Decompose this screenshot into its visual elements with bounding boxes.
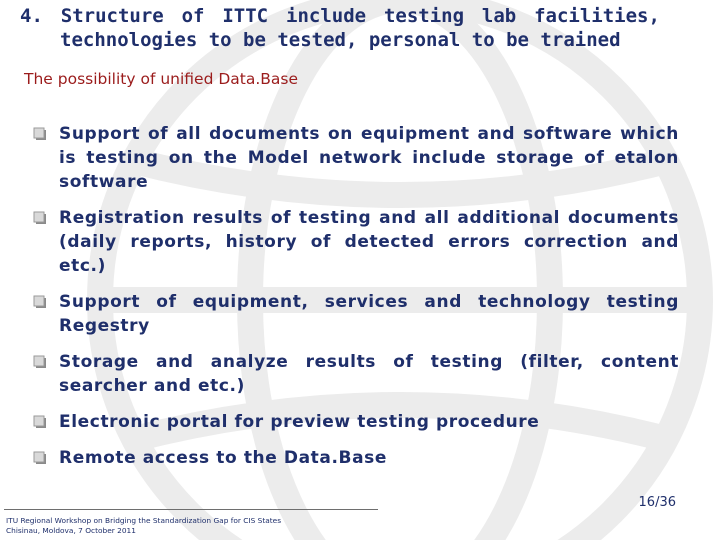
title-word: facilities, — [534, 5, 660, 27]
bullet-square-icon — [33, 355, 47, 369]
bullet-item — [33, 206, 679, 278]
title-line-2: technologies to be tested, personal to be trained — [60, 29, 621, 51]
bullet-text: Support of all documents on equipment and software which is testing on the Model network include storage of etalon software — [59, 124, 679, 192]
bullet-item — [33, 446, 679, 470]
footer — [6, 516, 281, 536]
bullet-square-icon — [33, 295, 47, 309]
title-number: 4. — [20, 5, 43, 27]
bullet-item — [33, 290, 679, 338]
bullet-text: Remote access to the Data.Base — [59, 448, 388, 468]
title-line-1 — [20, 4, 660, 28]
slide-subtitle: The possibility of unified Data.Base — [24, 70, 299, 88]
bullet-square-icon — [33, 127, 47, 141]
footer-line-1: ITU Regional Workshop on Bridging the Standardization Gap for CIS States — [6, 516, 282, 525]
bullet-list — [33, 122, 679, 470]
bullet-item — [33, 350, 679, 398]
page-number: 16/36 — [638, 495, 676, 510]
title-word: include — [286, 5, 367, 27]
footer-divider — [4, 509, 378, 510]
bullet-square-icon — [33, 415, 47, 429]
bullet-text: Storage and analyze results of testing (filter, content searcher and etc.) — [59, 352, 679, 396]
title-word: testing — [383, 5, 465, 27]
title-word: Structure — [60, 5, 164, 27]
bullet-square-icon — [33, 211, 47, 225]
bullet-item — [33, 122, 679, 194]
title-word: ITTC — [222, 5, 269, 27]
bullet-item — [33, 410, 679, 434]
slide-title — [20, 4, 660, 52]
footer-line-2: Chisinau, Moldova, 7 October 2011 — [6, 526, 136, 535]
bullet-text: Registration results of testing and all additional documents (daily reports, history of detected errors correction and etc.) — [59, 208, 679, 276]
bullet-text: Electronic portal for preview testing procedure — [59, 412, 540, 432]
title-word: lab — [481, 5, 517, 27]
bullet-text: Support of equipment, services and technology testing Regestry — [59, 292, 679, 336]
bullet-square-icon — [33, 451, 47, 465]
title-word: of — [181, 5, 205, 27]
